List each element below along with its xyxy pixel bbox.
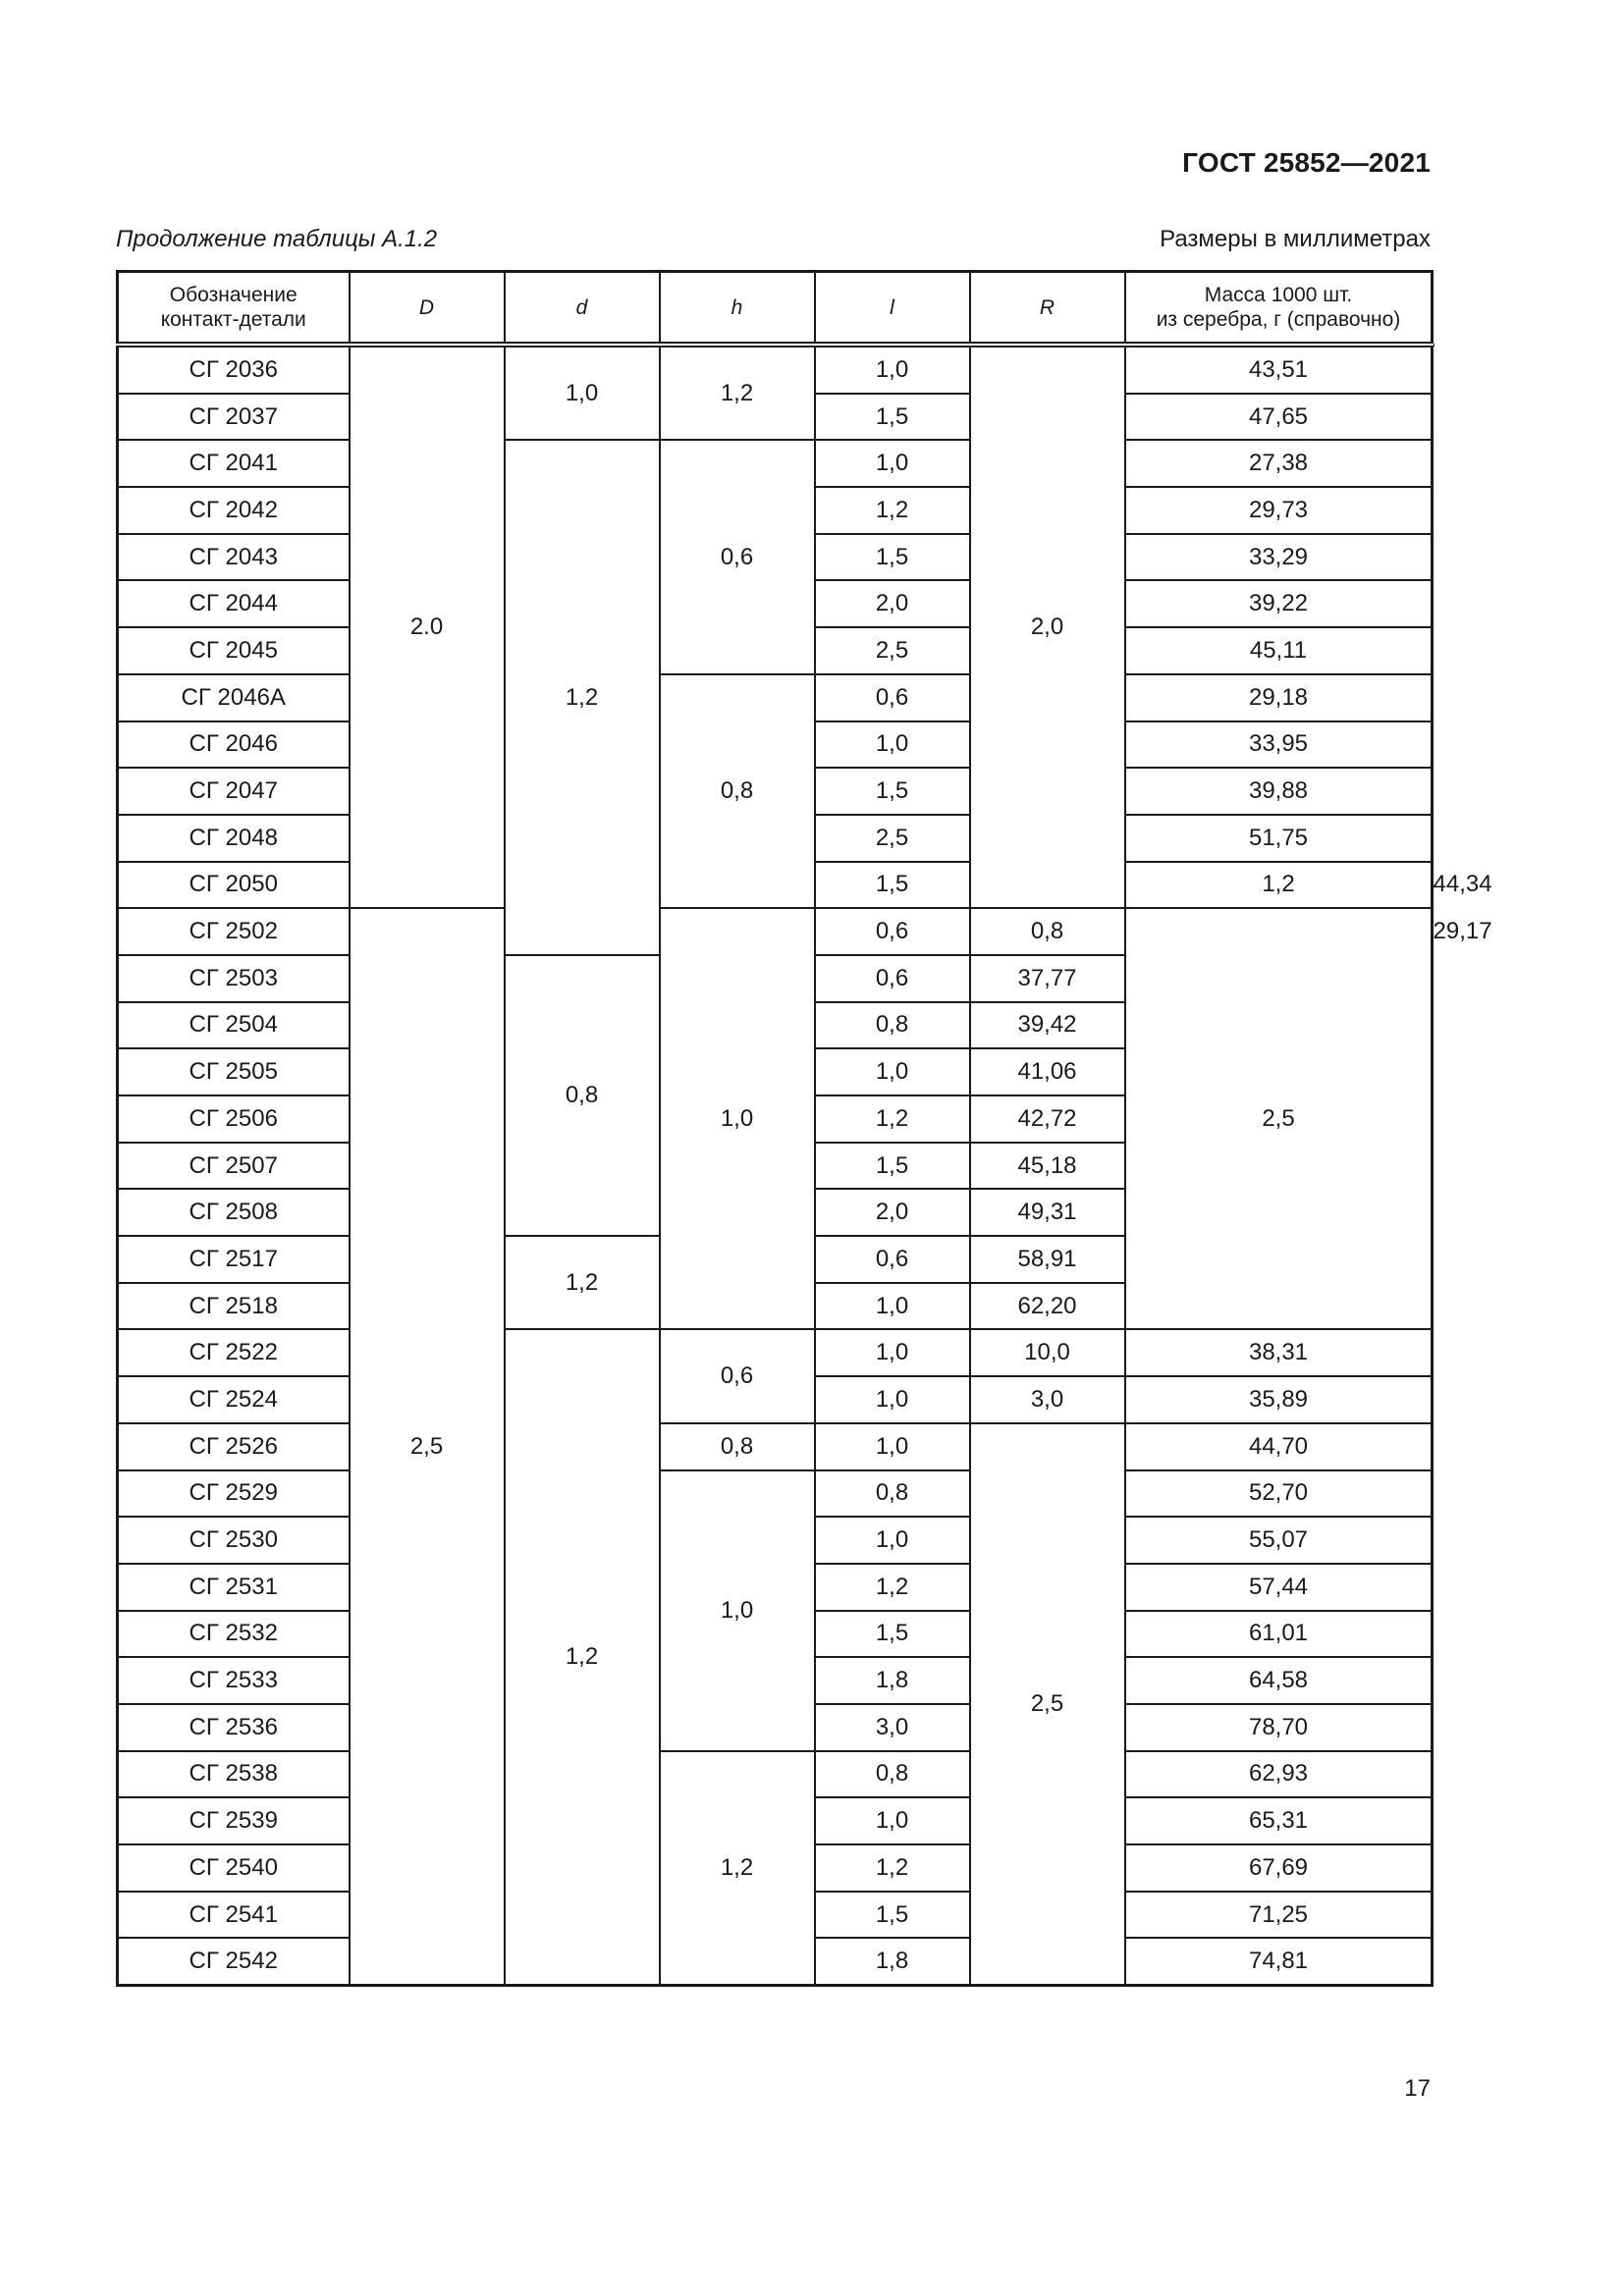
cell-h: 1,2 xyxy=(660,1751,815,1986)
cell-mass: 51,75 xyxy=(1125,815,1433,862)
table-row: СГ 2050 1,5 1,2 44,34 xyxy=(118,862,1433,909)
cell-l: 1,0 xyxy=(815,1048,970,1095)
cell-designation: СГ 2530 xyxy=(118,1517,350,1564)
cell-D: 2.0 xyxy=(350,345,505,908)
cell-mass: 43,51 xyxy=(1125,345,1433,394)
cell-l: 1,0 xyxy=(815,1376,970,1423)
cell-designation: СГ 2541 xyxy=(118,1892,350,1939)
cell-h: 1,2 xyxy=(505,1236,660,1329)
cell-designation: СГ 2533 xyxy=(118,1657,350,1704)
cell-l: 1,0 xyxy=(815,1797,970,1844)
column-header-mass: Масса 1000 шт. из серебра, г (справочно) xyxy=(1125,272,1433,346)
table-row: СГ 2502 2,5 1,0 0,6 0,8 2,5 29,17 xyxy=(118,908,1433,955)
cell-mass: 74,81 xyxy=(1125,1938,1433,1985)
cell-l: 0,8 xyxy=(815,1470,970,1518)
cell-designation: СГ 2043 xyxy=(118,534,350,581)
cell-l: 1,5 xyxy=(815,1892,970,1939)
cell-d: 1,0 xyxy=(505,345,660,440)
cell-designation: СГ 2539 xyxy=(118,1797,350,1844)
cell-designation: СГ 2531 xyxy=(118,1564,350,1611)
cell-l: 1,8 xyxy=(815,1657,970,1704)
cell-mass: 27,38 xyxy=(1125,440,1433,487)
cell-l: 1,0 xyxy=(815,721,970,769)
cell-designation: СГ 2036 xyxy=(118,345,350,394)
cell-designation: СГ 2045 xyxy=(118,627,350,674)
cell-R: 2,5 xyxy=(970,1423,1125,1986)
cell-designation: СГ 2532 xyxy=(118,1611,350,1658)
cell-l: 1,2 xyxy=(815,1564,970,1611)
cell-designation: СГ 2508 xyxy=(118,1189,350,1236)
cell-d: 1,5 xyxy=(815,862,970,909)
table-row xyxy=(118,1470,1433,1518)
cell-l: 1,0 xyxy=(815,1283,970,1330)
cell-mass: 39,42 xyxy=(970,1002,1125,1049)
cell-d: 1,2 xyxy=(505,440,660,955)
cell-mass: 45,18 xyxy=(970,1143,1125,1190)
cell-l: 1,2 xyxy=(815,487,970,534)
cell-designation: СГ 2037 xyxy=(118,394,350,441)
cell-designation: СГ 2538 xyxy=(118,1751,350,1798)
cell-l: 1,8 xyxy=(815,1938,970,1985)
column-header-h: h xyxy=(660,272,815,346)
cell-mass: 47,65 xyxy=(1125,394,1433,441)
column-header-R: R xyxy=(970,272,1125,346)
cell-l: 1,0 xyxy=(815,1423,970,1470)
cell-l: 1,0 xyxy=(815,345,970,394)
cell-mass: 78,70 xyxy=(1125,1704,1433,1751)
cell-designation: СГ 2502 xyxy=(118,908,350,955)
cell-R: 2,5 xyxy=(1125,908,1433,1329)
cell-mass: 45,11 xyxy=(1125,627,1433,674)
cell-l: 1,5 xyxy=(815,394,970,441)
cell-l: 2,0 xyxy=(815,580,970,627)
cell-mass: 33,95 xyxy=(1125,721,1433,769)
cell-mass: 55,07 xyxy=(1125,1517,1433,1564)
cell-l: 0,6 xyxy=(815,1236,970,1283)
cell-designation: СГ 2503 xyxy=(118,955,350,1002)
cell-R: 2,0 xyxy=(970,345,1125,908)
cell-designation: СГ 2542 xyxy=(118,1938,350,1985)
cell-designation: СГ 2047 xyxy=(118,768,350,815)
cell-mass: 49,31 xyxy=(970,1189,1125,1236)
cell-D: 2,5 xyxy=(350,908,505,1985)
cell-designation: СГ 2046 xyxy=(118,721,350,769)
cell-mass: 42,72 xyxy=(970,1095,1125,1143)
cell-l: 1,2 xyxy=(815,1844,970,1892)
units-caption: Размеры в миллиметрах xyxy=(1160,226,1431,252)
cell-l: 0,8 xyxy=(970,908,1125,955)
cell-l: 0,8 xyxy=(815,1751,970,1798)
cell-l: 1,0 xyxy=(815,1329,970,1376)
cell-d: 1,0 xyxy=(660,908,815,1329)
cell-designation: СГ 2507 xyxy=(118,1143,350,1190)
cell-h: 0,8 xyxy=(660,1423,815,1470)
page-number: 17 xyxy=(1404,2075,1431,2102)
cell-mass: 58,91 xyxy=(970,1236,1125,1283)
cell-mass: 52,70 xyxy=(1125,1470,1433,1518)
cell-designation: СГ 2504 xyxy=(118,1002,350,1049)
cell-designation: СГ 2041 xyxy=(118,440,350,487)
cell-mass: 29,73 xyxy=(1125,487,1433,534)
cell-designation: СГ 2042 xyxy=(118,487,350,534)
cell-l: 1,5 xyxy=(815,1611,970,1658)
cell-h: 0,8 xyxy=(505,955,660,1236)
cell-designation: СГ 2050 xyxy=(118,862,350,909)
cell-mass: 39,22 xyxy=(1125,580,1433,627)
cell-designation: СГ 2522 xyxy=(118,1329,350,1376)
table-row xyxy=(118,674,1433,721)
cell-l: 1,2 xyxy=(815,1095,970,1143)
table-body xyxy=(118,345,1492,1986)
cell-designation: СГ 2540 xyxy=(118,1844,350,1892)
cell-h: 1,2 xyxy=(660,345,815,440)
cell-mass: 65,31 xyxy=(1125,1797,1433,1844)
cell-l: 1,0 xyxy=(815,440,970,487)
cell-mass: 35,89 xyxy=(1125,1376,1433,1423)
cell-l: 3,0 xyxy=(815,1704,970,1751)
table-row xyxy=(118,1329,1433,1376)
cell-mass: 33,29 xyxy=(1125,534,1433,581)
cell-designation: СГ 2506 xyxy=(118,1095,350,1143)
cell-d: 1,2 xyxy=(505,1329,660,1985)
cell-designation: СГ 2044 xyxy=(118,580,350,627)
cell-R: 3,0 xyxy=(970,1376,1125,1423)
cell-designation: СГ 2529 xyxy=(118,1470,350,1518)
cell-designation: СГ 2517 xyxy=(118,1236,350,1283)
table-row xyxy=(118,1751,1433,1798)
cell-l: 2,5 xyxy=(815,815,970,862)
cell-designation: СГ 2048 xyxy=(118,815,350,862)
cell-R: 10,0 xyxy=(970,1329,1125,1376)
cell-mass: 37,77 xyxy=(970,955,1125,1002)
cell-h: 0,6 xyxy=(660,440,815,673)
cell-h: 0,6 xyxy=(815,908,970,955)
cell-designation: СГ 2536 xyxy=(118,1704,350,1751)
cell-mass: 29,18 xyxy=(1125,674,1433,721)
cell-mass: 61,01 xyxy=(1125,1611,1433,1658)
cell-designation: СГ 2518 xyxy=(118,1283,350,1330)
cell-l: 1,5 xyxy=(815,768,970,815)
cell-designation: СГ 2046А xyxy=(118,674,350,721)
table-continuation-caption: Продолжение таблицы А.1.2 xyxy=(116,226,438,252)
column-header-D: D xyxy=(350,272,505,346)
cell-h: 0,8 xyxy=(660,674,815,908)
table-header-row xyxy=(118,272,1433,346)
cell-mass: 44,70 xyxy=(1125,1423,1433,1470)
cell-mass: 64,58 xyxy=(1125,1657,1433,1704)
cell-l: 0,6 xyxy=(815,955,970,1002)
cell-mass: 41,06 xyxy=(970,1048,1125,1095)
column-header-d: d xyxy=(505,272,660,346)
table-row xyxy=(118,440,1433,487)
cell-designation: СГ 2526 xyxy=(118,1423,350,1470)
cell-h: 1,0 xyxy=(660,1470,815,1751)
table-row xyxy=(118,345,1433,394)
column-header-designation: Обозначение контакт-детали xyxy=(118,272,350,346)
cell-l: 0,6 xyxy=(815,674,970,721)
cell-l: 1,5 xyxy=(815,534,970,581)
cell-mass: 62,93 xyxy=(1125,1751,1433,1798)
cell-mass: 71,25 xyxy=(1125,1892,1433,1939)
cell-mass: 62,20 xyxy=(970,1283,1125,1330)
cell-mass: 38,31 xyxy=(1125,1329,1433,1376)
cell-l: 1,0 xyxy=(815,1517,970,1564)
cell-l: 0,8 xyxy=(815,1002,970,1049)
column-header-l: l xyxy=(815,272,970,346)
document-code: ГОСТ 25852—2021 xyxy=(1182,147,1431,178)
cell-mass: 67,69 xyxy=(1125,1844,1433,1892)
cell-mass: 57,44 xyxy=(1125,1564,1433,1611)
cell-designation: СГ 2505 xyxy=(118,1048,350,1095)
dimensions-table xyxy=(116,270,1492,1987)
cell-l: 2,0 xyxy=(815,1189,970,1236)
cell-mass: 39,88 xyxy=(1125,768,1433,815)
cell-designation: СГ 2524 xyxy=(118,1376,350,1423)
table-row xyxy=(118,1423,1433,1470)
cell-l: 1,2 xyxy=(1125,862,1433,909)
cell-h: 0,6 xyxy=(660,1329,815,1422)
cell-l: 2,5 xyxy=(815,627,970,674)
cell-l: 1,5 xyxy=(815,1143,970,1190)
